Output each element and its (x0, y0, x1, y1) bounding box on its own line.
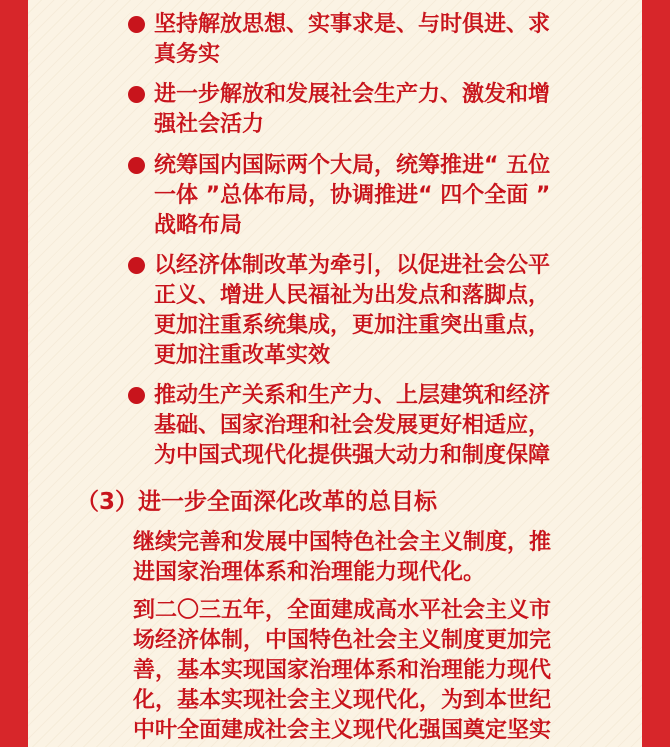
bullet-text: 统筹国内国际两个大局，统筹推进“ 五位 一体 ”总体布局，协调推进“ 四个全面 ” 战略布局 (154, 153, 551, 238)
bullet-text: 坚持解放思想、实事求是、与时俱进、求 真务实 (154, 12, 551, 67)
bullet-dot-icon (128, 157, 145, 174)
bullet-dot-icon (128, 257, 145, 274)
bullet-text: 进一步解放和发展社会生产力、激发和增 强社会活力 (154, 82, 551, 137)
bullet-item (136, 80, 616, 140)
bullet-item (136, 10, 616, 70)
bullet-dot-icon (128, 387, 145, 404)
bullet-text: 以经济体制改革为牵引，以促进社会公平 正义、增进人民福祉为出发点和落脚点， 更加注重系统集成，更加注重突出重点， 更加注重改革实效 (154, 253, 551, 368)
section-paragraph: 继续完善和发展中国特色社会主义制度，推 进国家治理体系和治理能力现代化。 (133, 530, 552, 585)
section-paragraph: 到二〇三五年，全面建成高水平社会主义市 场经济体制，中国特色社会主义制度更加完 善，基本实现国家治理体系和治理能力现代 化，基本实现社会主义现代化，为到本世纪 中叶全面建成社会主义现代化强国奠定坚实 (133, 598, 552, 743)
section-heading: （3）进一步全面深化改革的总目标 (76, 489, 438, 515)
bullet-item (136, 381, 616, 471)
bullet-item (136, 151, 616, 241)
bullet-dot-icon (128, 16, 145, 33)
bullet-text: 推动生产关系和生产力、上层建筑和经济 基础、国家治理和社会发展更好相适应， 为中国式现代化提供强大动力和制度保障 (154, 383, 551, 468)
bullet-dot-icon (128, 86, 145, 103)
bullet-item (136, 251, 616, 371)
